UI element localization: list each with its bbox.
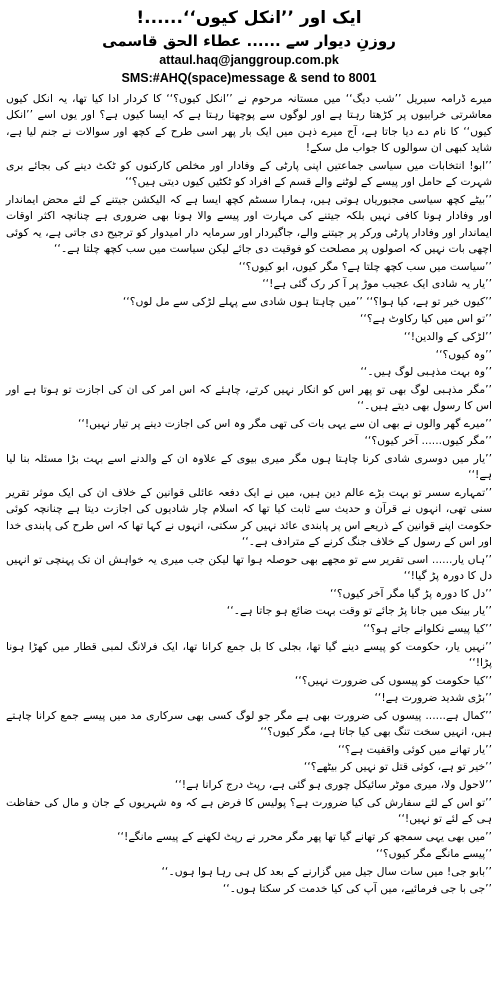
author-email: attaul.haq@janggroup.com.pk bbox=[159, 53, 339, 67]
article-paragraph: ’’کیوں خیر تو ہے، کیا ہوا؟‘‘ ’’میں چاہتا ہوں شادی سے پہلے لڑکی سے مل لوں؟‘‘ bbox=[122, 294, 492, 308]
article-paragraph: ’’سیاست میں سب کچھ چلتا ہے؟ مگر کیوں، ابو کیوں؟‘‘ bbox=[238, 259, 492, 273]
article-paragraph: ’’کیا پیسے نکلوانے جاتے ہو؟‘‘ bbox=[363, 621, 492, 635]
article-paragraph: ’’میں بھی یہی سمجھ کر تھانے گیا تھا پھر مگر محرر نے رپٹ لکھنے کے پیسے مانگے!‘‘ bbox=[117, 829, 492, 843]
article-paragraph: ’’تمہارے سسر تو بہت بڑے عالم دین ہیں، میں نے ایک دفعہ عائلی قوانین کے خلاف ان کی ایک موثر تقریر سنی تھی، انہوں نے قرآن و حدیث سے ثابت کیا تھا کہ اسلام چار شادیوں کی اجازت دیتا ہے چنانچہ کوئی حکومت اپنے قوانین کے ذریعے اس پر پابندی عائد نہیں کر سکتی، انہوں نے کہا تھا کہ اس طرح کی پابندی خدا اور اس کے رسول کے خلاف جنگ کرنے کے مترادف ہے۔‘‘ bbox=[6, 485, 492, 549]
article-paragraph: ’’مگر کیوں...... آخر کیوں؟‘‘ bbox=[364, 434, 492, 448]
article-paragraph: ’’خیر تو ہے، کوئی قتل تو نہیں کر بیٹھے؟‘‘ bbox=[303, 760, 492, 774]
article-paragraph: ’’کمال ہے...... پیسوں کی ضرورت بھی ہے مگر جو لوگ کسی بھی سرکاری مد میں پیسے جمع کرانا چاہتے ہیں، انہیں سخت تنگ بھی کیا جاتا ہے، مگر کیوں؟‘‘ bbox=[6, 708, 492, 739]
article-paragraph: ’’یار بینک میں جانا پڑ جائے تو وقت بہت ضائع ہو جاتا ہے۔‘‘ bbox=[226, 604, 492, 618]
article-paragraph: ’’بابو جی! میں سات سال جیل میں گزارنے کے بعد کل ہی رہا ہوا ہوں۔‘‘ bbox=[161, 864, 492, 878]
article-paragraph: ’’دل کا دورہ پڑ گیا مگر آخر کیوں؟‘‘ bbox=[329, 586, 492, 600]
article-paragraph: ’’مگر مذہبی لوگ بھی تو پھر اس کو انکار نہیں کرتے، چاہئے کہ اس امر کی ان کی اجازت تو ہوتا ہے اور اس کا رسول بھی دیتے ہیں۔‘‘ bbox=[6, 382, 492, 413]
sms-line: SMS:#AHQ(space)message & send to 8001 bbox=[121, 71, 377, 85]
article-paragraph: ’’لاحول ولا، میری موٹر سائیکل چوری ہو گئی ہے، رپٹ درج کرانا ہے!‘‘ bbox=[174, 777, 492, 791]
article-paragraph: ’’وہ بہت مذہبی لوگ ہیں۔‘‘ bbox=[360, 365, 492, 379]
byline: روزنِ دیوار سے ...... عطاء الحق قاسمی bbox=[102, 32, 396, 50]
article-paragraph: ’’ابو! انتخابات میں سیاسی جماعتیں اپنی پارٹی کے وفادار اور مخلص کارکنوں کو ٹکٹ دینے کی بجائے بری شہرت کے حامل اور پیسے کے لوٹنے والے قسم کے افراد کو ٹکٹیں کیوں دیتی ہیں؟‘‘ bbox=[6, 158, 492, 189]
article-paragraph: ’’کیا حکومت کو پیسوں کی ضرورت نہیں؟‘‘ bbox=[294, 673, 492, 687]
article-paragraph: ’’میرے گھر والوں نے بھی ان سے یہی بات کی تھی مگر وہ اس کی اجازت دینے پر تیار نہیں!‘‘ bbox=[77, 416, 492, 430]
article-paragraph: ’’جی با جی فرمائیے، میں آپ کی کیا خدمت کر سکتا ہوں۔‘‘ bbox=[222, 882, 492, 896]
article-paragraph: ’’لڑکی کے والدین!‘‘ bbox=[403, 330, 492, 343]
article-body bbox=[0, 91, 498, 898]
article-paragraph: ’’یار یہ شادی ایک عجیب موڑ پر آ کر رک گئی ہے!‘‘ bbox=[262, 277, 492, 291]
article-paragraph: ’’پیسے مانگے مگر کیوں؟‘‘ bbox=[376, 847, 492, 861]
article-paragraph: ’’یار تھانے میں کوئی واقفیت ہے؟‘‘ bbox=[337, 742, 492, 756]
article-paragraph: ’’بڑی شدید ضرورت ہے!‘‘ bbox=[374, 691, 492, 705]
article-paragraph: ’’تو اس کے لئے سفارش کی کیا ضرورت ہے؟ پولیس کا فرض ہے کہ وہ شہریوں کے جان و مال کی حفاظت ہی کے لئے تو نہیں!‘‘ bbox=[6, 795, 492, 825]
article-paragraph: ’’یار میں دوسری شادی کرنا چاہتا ہوں مگر میری بیوی کے علاوہ ان کے والدنے اسے بہت بڑا مسئلہ بنا لیا ہے!‘‘ bbox=[6, 451, 492, 482]
article-paragraph: میرے ڈرامہ سیریل ’’شب دیگ‘‘ میں مستانہ مرحوم نے ’’انکل کیوں؟‘‘ کا کردار ادا کیا تھا، یہ انکل کیوں معاشرتی خرابیوں پر کڑھتا رہتا ہے اور لوگوں سے پوچھتا رہتا ہے کہ ایسا کیوں ہے؟ اور یوں اسے ’’انکل کیوں‘‘ کا نام دے دیا جاتا ہے، آج میرے ذہن میں ایک بار پھر اسی طرح کے کچھ اور سوالات نے جنم لیا ہے، شاید کبھی ان سوالوں کا جواب مل سکے! bbox=[6, 92, 492, 155]
newspaper-column bbox=[0, 6, 498, 990]
article-paragraph: ’’بیٹے کچھ سیاسی مجبوریاں ہوتی ہیں، ہمارا سسٹم کچھ ایسا ہے کہ الیکشن جیتنے کے لئے محض ایماندار اور وفادار ہونا کافی نہیں بلکہ جیتنے کی مہارت اور پیسے والا ہونا بھی ضروری ہے چنانچہ اکثر اوقات ایماندار اور وفادار پارٹی ورکر پر جیتنے والے، جاگیردار اور سرمایہ دار امیدوار کو ترجیح دی جاتی ہے، یہ کوئی اچھی بات نہیں کہ اصولوں پر مصلحت کو فوقیت دی جائے لیکن سیاست میں سب کچھ چلتا ہے۔‘‘ bbox=[6, 192, 492, 256]
article-paragraph: ’’وہ کیوں؟‘‘ bbox=[435, 347, 492, 361]
article-paragraph: ’’تو اس میں کیا رکاوٹ ہے؟‘‘ bbox=[359, 312, 492, 326]
article-paragraph: ’’ہاں یار...... اسی تقریر سے تو مجھے بھی حوصلہ ہوا تھا لیکن جب میری یہ خواہش ان تک پہنچی تو انہیں دل کا دورہ پڑ گیا!‘‘ bbox=[6, 552, 492, 583]
headline: ایک اور ’’انکل کیوں‘‘......! bbox=[136, 8, 362, 28]
article-paragraph: ’’نہیں یار، حکومت کو پیسے دینے گیا تھا، بجلی کا بل جمع کرانا تھا، ایک فرلانگ لمبی قطار میں کھڑا ہونا پڑا!‘‘ bbox=[6, 639, 492, 669]
